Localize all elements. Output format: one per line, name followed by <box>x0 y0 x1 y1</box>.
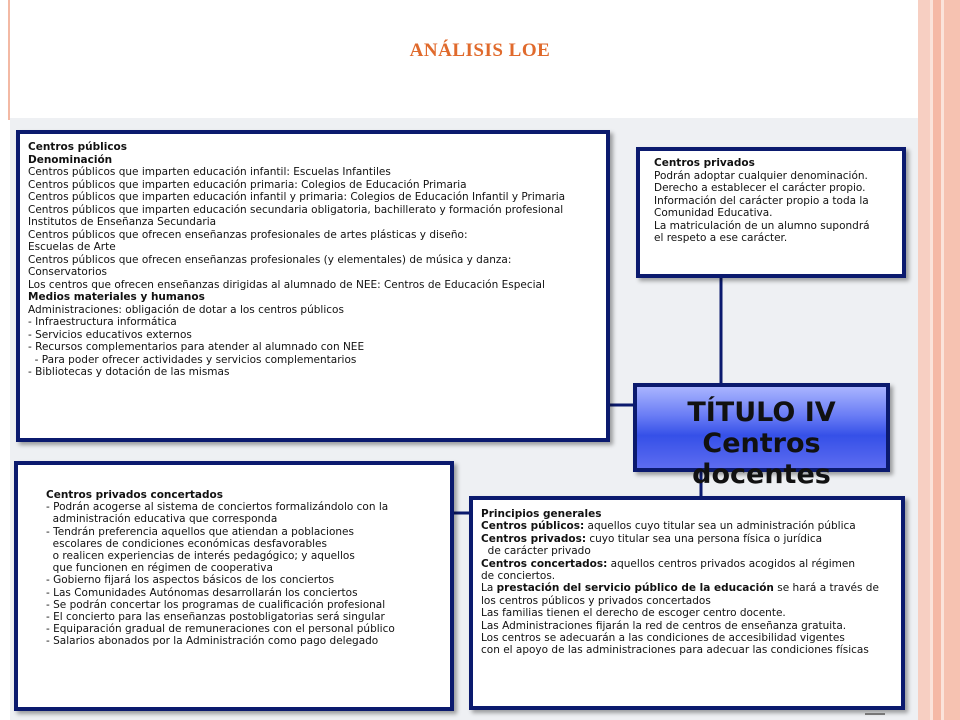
privados-line <box>654 170 902 183</box>
privados-line <box>654 182 902 195</box>
concertados-line <box>46 562 450 574</box>
text: Centros públicos que imparten educación infantil: Escuelas Infantiles <box>28 166 391 178</box>
concertados-line <box>46 526 450 538</box>
box-principios-generales <box>469 496 905 710</box>
publicos-line <box>28 316 606 329</box>
footer-mark <box>865 713 885 715</box>
concertados-line <box>46 599 450 611</box>
text: Conservatorios <box>28 266 107 278</box>
text: aquellos cuyo titular sea un administración pública <box>584 520 856 533</box>
text: La <box>481 582 497 595</box>
text: que funcionen en régimen de cooperativa <box>46 562 273 575</box>
principios-line <box>481 607 901 619</box>
publicos-line <box>28 241 606 254</box>
privados-line <box>654 220 902 233</box>
principios-line <box>481 595 901 607</box>
text: - Las Comunidades Autónomas desarrollarán los conciertos <box>46 586 358 599</box>
text: - Recursos complementarios para atender al alumnado con NEE <box>28 341 365 353</box>
bold-text: prestación del servicio público de la educación <box>496 582 774 595</box>
text: o realicen experiencias de interés pedagógico; y aquellos <box>46 550 355 563</box>
text: - El concierto para las enseñanzas postobligatorias será singular <box>46 611 385 624</box>
bold-text: Centros privados concertados <box>46 489 223 501</box>
privados-line <box>654 232 902 245</box>
publicos-line <box>28 216 606 229</box>
text: - Gobierno fijará los aspectos básicos de los conciertos <box>46 574 335 587</box>
concertados-line <box>46 550 450 562</box>
text: Los centros se adecuarán a las condiciones de accesibilidad vigentes <box>481 632 845 645</box>
bold-text: Centros públicos <box>28 141 128 153</box>
publicos-line <box>28 254 606 267</box>
publicos-line <box>28 204 606 217</box>
principios-line <box>481 570 901 582</box>
text: - Podrán acogerse al sistema de conciertos formalizándolo con la <box>46 501 389 514</box>
principios-line <box>481 582 901 594</box>
publicos-line <box>28 141 606 154</box>
text: escolares de condiciones económicas desfavorables <box>46 537 327 550</box>
text: - Se podrán concertar los programas de cualificación profesional <box>46 598 386 611</box>
concertados-line <box>46 513 450 525</box>
text: Centros públicos que imparten educación primaria: Colegios de Educación Primaria <box>28 178 467 191</box>
bold-text: Principios generales <box>481 508 602 520</box>
text: se hará a través de <box>773 582 879 595</box>
bold-text: Centros concertados: <box>481 557 608 570</box>
publicos-line <box>28 304 606 317</box>
principios-line <box>481 558 901 570</box>
text: administración educativa que corresponda <box>46 513 278 526</box>
concertados-line <box>46 635 450 647</box>
text: aquellos centros privados acogidos al régimen <box>607 557 856 570</box>
central-title-box <box>633 383 890 490</box>
principios-line <box>481 644 901 656</box>
bold-text: Centros públicos: <box>481 520 585 533</box>
text: Institutos de Enseñanza Secundaria <box>28 216 217 228</box>
concertados-line <box>46 538 450 550</box>
publicos-line <box>28 291 606 304</box>
text: Derecho a establecer el carácter propio. <box>654 182 866 194</box>
bold-text: Centros privados <box>654 157 755 169</box>
principios-line <box>481 508 901 520</box>
text: Administraciones: obligación de dotar a los centros públicos <box>28 303 344 316</box>
box-centros-privados <box>636 147 906 278</box>
text: de conciertos. <box>481 570 556 583</box>
text: de carácter privado <box>481 545 591 558</box>
text: Información del carácter propio a toda la <box>654 194 869 207</box>
publicos-line <box>28 329 606 342</box>
publicos-line <box>28 341 606 354</box>
text: La matriculación de un alumno supondrá <box>654 219 870 232</box>
text: Centros públicos que ofrecen enseñanzas profesionales (y elementales) de música y danza: <box>28 253 512 266</box>
text: - Salarios abonados por la Administración como pago delegado <box>46 635 379 648</box>
publicos-line <box>28 279 606 292</box>
text: Los centros que ofrecen enseñanzas dirigidas al alumnado de NEE: Centros de Educación Especial <box>28 278 545 291</box>
concertados-line <box>46 574 450 586</box>
principios-line <box>481 545 901 557</box>
text: Las Administraciones fijarán la red de centros de enseñanza gratuita. <box>481 619 847 632</box>
publicos-line <box>28 154 606 167</box>
publicos-line <box>28 266 606 279</box>
text: Las familias tienen el derecho de escoger centro docente. <box>481 607 786 620</box>
text: el respeto a ese carácter. <box>654 232 788 244</box>
privados-line <box>654 195 902 208</box>
bold-text: Medios materiales y humanos <box>28 291 205 303</box>
box-centros-publicos <box>16 130 610 442</box>
text: Comunidad Educativa. <box>654 207 773 219</box>
concertados-line <box>46 587 450 599</box>
text: - Tendrán preferencia aquellos que atiendan a poblaciones <box>46 525 354 538</box>
slide-title: ANÁLISIS LOE <box>409 40 551 61</box>
publicos-line <box>28 354 606 367</box>
text: Centros públicos que imparten educación infantil y primaria: Colegios de Educación Infantil y Primaria <box>28 191 566 203</box>
text: Podrán adoptar cualquier denominación. <box>654 169 868 182</box>
publicos-line <box>28 229 606 242</box>
text: - Para poder ofrecer actividades y servicios complementarios <box>28 353 357 366</box>
box-centros-concertados <box>14 461 454 711</box>
text: - Infraestructura informática <box>28 316 177 328</box>
concertados-line <box>46 611 450 623</box>
concertados-line <box>46 623 450 635</box>
publicos-line <box>28 366 606 379</box>
central-title-line2: Centros docentes <box>692 428 831 490</box>
publicos-line <box>28 166 606 179</box>
principios-line <box>481 632 901 644</box>
publicos-line <box>28 179 606 192</box>
concertados-line <box>46 489 450 501</box>
principios-line <box>481 533 901 545</box>
principios-line <box>481 620 901 632</box>
privados-line <box>654 157 902 170</box>
text: Centros públicos que ofrecen enseñanzas profesionales de artes plásticas y diseño: <box>28 228 468 241</box>
text: cuyo titular sea una persona física o jurídica <box>586 532 823 545</box>
bold-text: Centros privados: <box>481 532 587 545</box>
text: Escuelas de Arte <box>28 241 116 253</box>
text: - Bibliotecas y dotación de las mismas <box>28 366 230 378</box>
text: con el apoyo de las administraciones para adecuar las condiciones físicas <box>481 644 869 657</box>
principios-line <box>481 520 901 532</box>
bold-text: Denominación <box>28 153 113 166</box>
publicos-line <box>28 191 606 204</box>
central-title-line1: TÍTULO IV <box>687 397 836 428</box>
text: - Servicios educativos externos <box>28 328 192 341</box>
text: - Equiparación gradual de remuneraciones con el personal público <box>46 623 395 636</box>
privados-line <box>654 207 902 220</box>
text: los centros públicos y privados concertados <box>481 594 711 607</box>
text: Centros públicos que imparten educación secundaria obligatoria, bachillerato y formación profesional <box>28 203 564 216</box>
concertados-line <box>46 501 450 513</box>
